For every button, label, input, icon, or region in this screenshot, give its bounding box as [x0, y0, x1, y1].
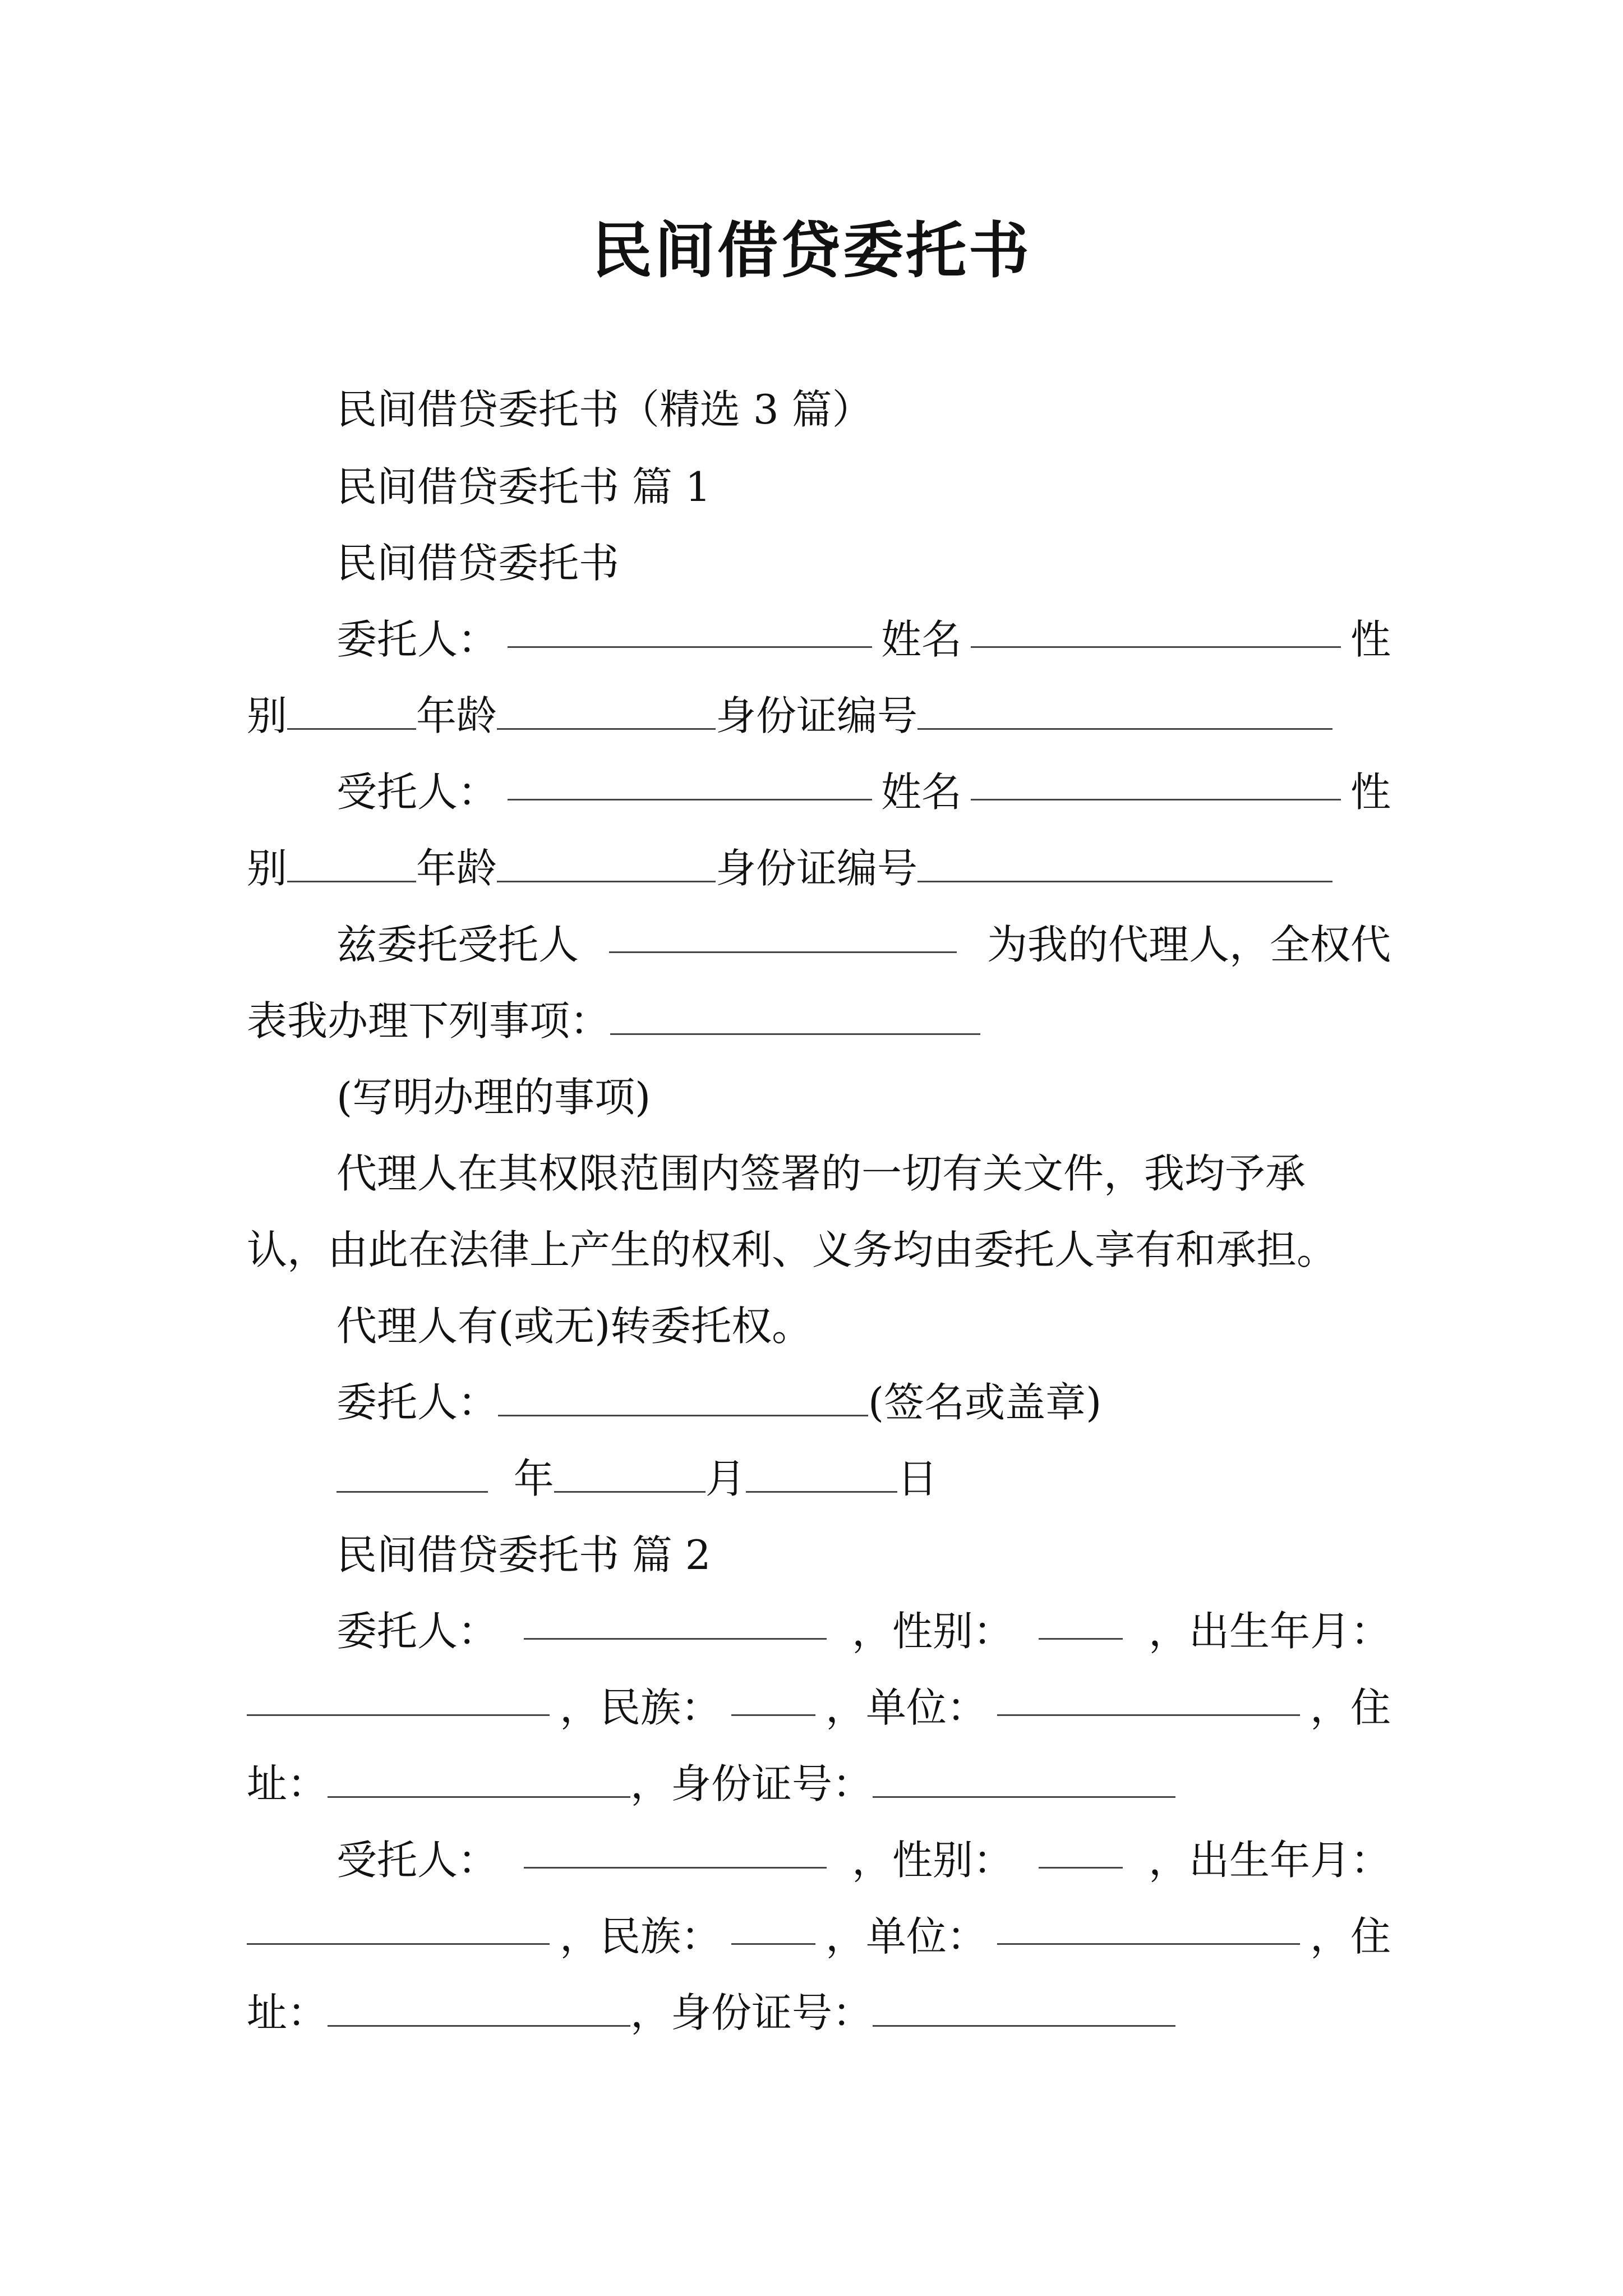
agent-blank[interactable]: [508, 764, 872, 800]
principal-blank[interactable]: [508, 611, 872, 648]
p2-addr-suffix: ，住: [1310, 1684, 1391, 1731]
month-blank[interactable]: [554, 1456, 706, 1493]
page-title: 民间借贷委托书: [591, 216, 1031, 286]
entrust-text-a: 兹委托受托人: [336, 921, 579, 968]
id-label: 身份证编号: [716, 845, 918, 892]
p2-principal-id-blank[interactable]: [873, 1761, 1175, 1798]
p2-agent-label: 受托人：: [336, 1837, 499, 1884]
entrust-text-b: 为我的代理人，全权代: [986, 921, 1391, 968]
p2-addr-suffix: ，住: [1310, 1913, 1391, 1960]
gender-label-part1: 性: [1350, 769, 1391, 816]
p2-birth-label: ，出生年月：: [1148, 1608, 1391, 1655]
principal-name-blank[interactable]: [971, 611, 1341, 648]
part1-heading: 民间借贷委托书 篇 1: [336, 463, 711, 510]
p2-ethnic-label: ，民族：: [559, 1913, 721, 1960]
p2-addr-prefix: 址：: [247, 1989, 328, 2036]
principal-gender-blank[interactable]: [287, 693, 416, 730]
p2-principal-birth-blank[interactable]: [247, 1680, 550, 1716]
p2-principal-address-blank[interactable]: [328, 1761, 630, 1798]
p2-agent-row: [336, 1832, 1391, 1888]
date-row: [336, 1451, 1391, 1507]
name-label: 姓名: [880, 769, 962, 816]
p2-unit-label: ，单位：: [825, 1684, 987, 1731]
year-label: 年: [513, 1455, 554, 1502]
p2-agent-unit-blank[interactable]: [997, 1908, 1300, 1945]
p2-principal-row-2: [247, 1680, 1391, 1736]
p2-principal-unit-blank[interactable]: [997, 1680, 1300, 1716]
p2-principal-row: [336, 1603, 1391, 1659]
entrust-row-2: [247, 993, 1391, 1049]
entrust-text-2: 表我办理下列事项：: [247, 997, 611, 1045]
agent-name-blank[interactable]: [971, 764, 1341, 800]
gender-label-part1: 性: [1350, 616, 1391, 663]
gender-label-part2: 别: [247, 692, 288, 739]
p2-gender-label: ，性别：: [851, 1837, 1013, 1884]
signature-blank[interactable]: [498, 1380, 868, 1416]
recognize-line-1: 代理人在其权限范围内签署的一切有关文件，我均予承: [336, 1150, 1306, 1197]
agent-age-blank[interactable]: [497, 846, 716, 882]
month-label: 月: [705, 1455, 746, 1502]
year-blank[interactable]: [336, 1456, 488, 1493]
p2-agent-row-3: [247, 1985, 1391, 2041]
sign-label: 委托人：: [336, 1379, 499, 1426]
agent-gender-blank[interactable]: [287, 846, 416, 882]
p2-agent-ethnic-blank[interactable]: [731, 1908, 815, 1945]
entrust-row: [336, 917, 1391, 973]
gender-label-part2: 别: [247, 845, 288, 892]
agent-row-2: [247, 840, 1391, 896]
p2-gender-label: ，性别：: [851, 1608, 1013, 1655]
day-label: 日: [897, 1455, 938, 1502]
principal-row: [336, 611, 1391, 668]
p2-agent-gender-blank[interactable]: [1039, 1832, 1123, 1869]
p2-principal-label: 委托人：: [336, 1608, 499, 1655]
matters-blank[interactable]: [610, 999, 980, 1035]
p2-agent-name-blank[interactable]: [524, 1832, 827, 1869]
p2-ethnic-label: ，民族：: [559, 1684, 721, 1731]
p2-principal-gender-blank[interactable]: [1039, 1603, 1123, 1640]
p2-agent-address-blank[interactable]: [328, 1990, 630, 2027]
p2-principal-ethnic-blank[interactable]: [731, 1680, 815, 1716]
part1-subheading: 民间借贷委托书: [336, 540, 620, 587]
part2-heading: 民间借贷委托书 篇 2: [336, 1531, 711, 1579]
principal-id-blank[interactable]: [917, 693, 1332, 730]
age-label: 年龄: [416, 845, 497, 892]
principal-row-2: [247, 688, 1391, 744]
p2-principal-name-blank[interactable]: [524, 1603, 827, 1640]
day-blank[interactable]: [746, 1456, 897, 1493]
subdelegate-line: 代理人有(或无)转委托权。: [336, 1303, 813, 1350]
age-label: 年龄: [416, 692, 497, 739]
p2-id-label: ，身份证号：: [630, 1760, 873, 1807]
p2-id-label: ，身份证号：: [630, 1989, 873, 2036]
intro-line: 民间借贷委托书（精选 3 篇）: [336, 386, 873, 433]
principal-age-blank[interactable]: [497, 693, 716, 730]
p2-agent-birth-blank[interactable]: [247, 1908, 550, 1945]
p2-birth-label: ，出生年月：: [1148, 1837, 1391, 1884]
p2-principal-row-3: [247, 1756, 1391, 1812]
entrust-agent-blank[interactable]: [609, 917, 957, 953]
matter-note: (写明办理的事项): [336, 1074, 651, 1121]
p2-unit-label: ，单位：: [825, 1913, 987, 1960]
recognize-line-2: 认，由此在法律上产生的权利、义务均由委托人享有和承担。: [247, 1226, 1338, 1273]
sign-note: (签名或盖章): [868, 1379, 1102, 1426]
p2-agent-row-2: [247, 1908, 1391, 1964]
agent-label: 受托人：: [336, 769, 499, 816]
name-label: 姓名: [880, 616, 962, 663]
id-label: 身份证编号: [716, 692, 918, 739]
signature-row: [336, 1374, 1391, 1430]
p2-addr-prefix: 址：: [247, 1760, 328, 1807]
agent-id-blank[interactable]: [917, 846, 1332, 882]
p2-agent-id-blank[interactable]: [873, 1990, 1175, 2027]
agent-row: [336, 764, 1391, 820]
principal-label: 委托人：: [336, 616, 499, 663]
